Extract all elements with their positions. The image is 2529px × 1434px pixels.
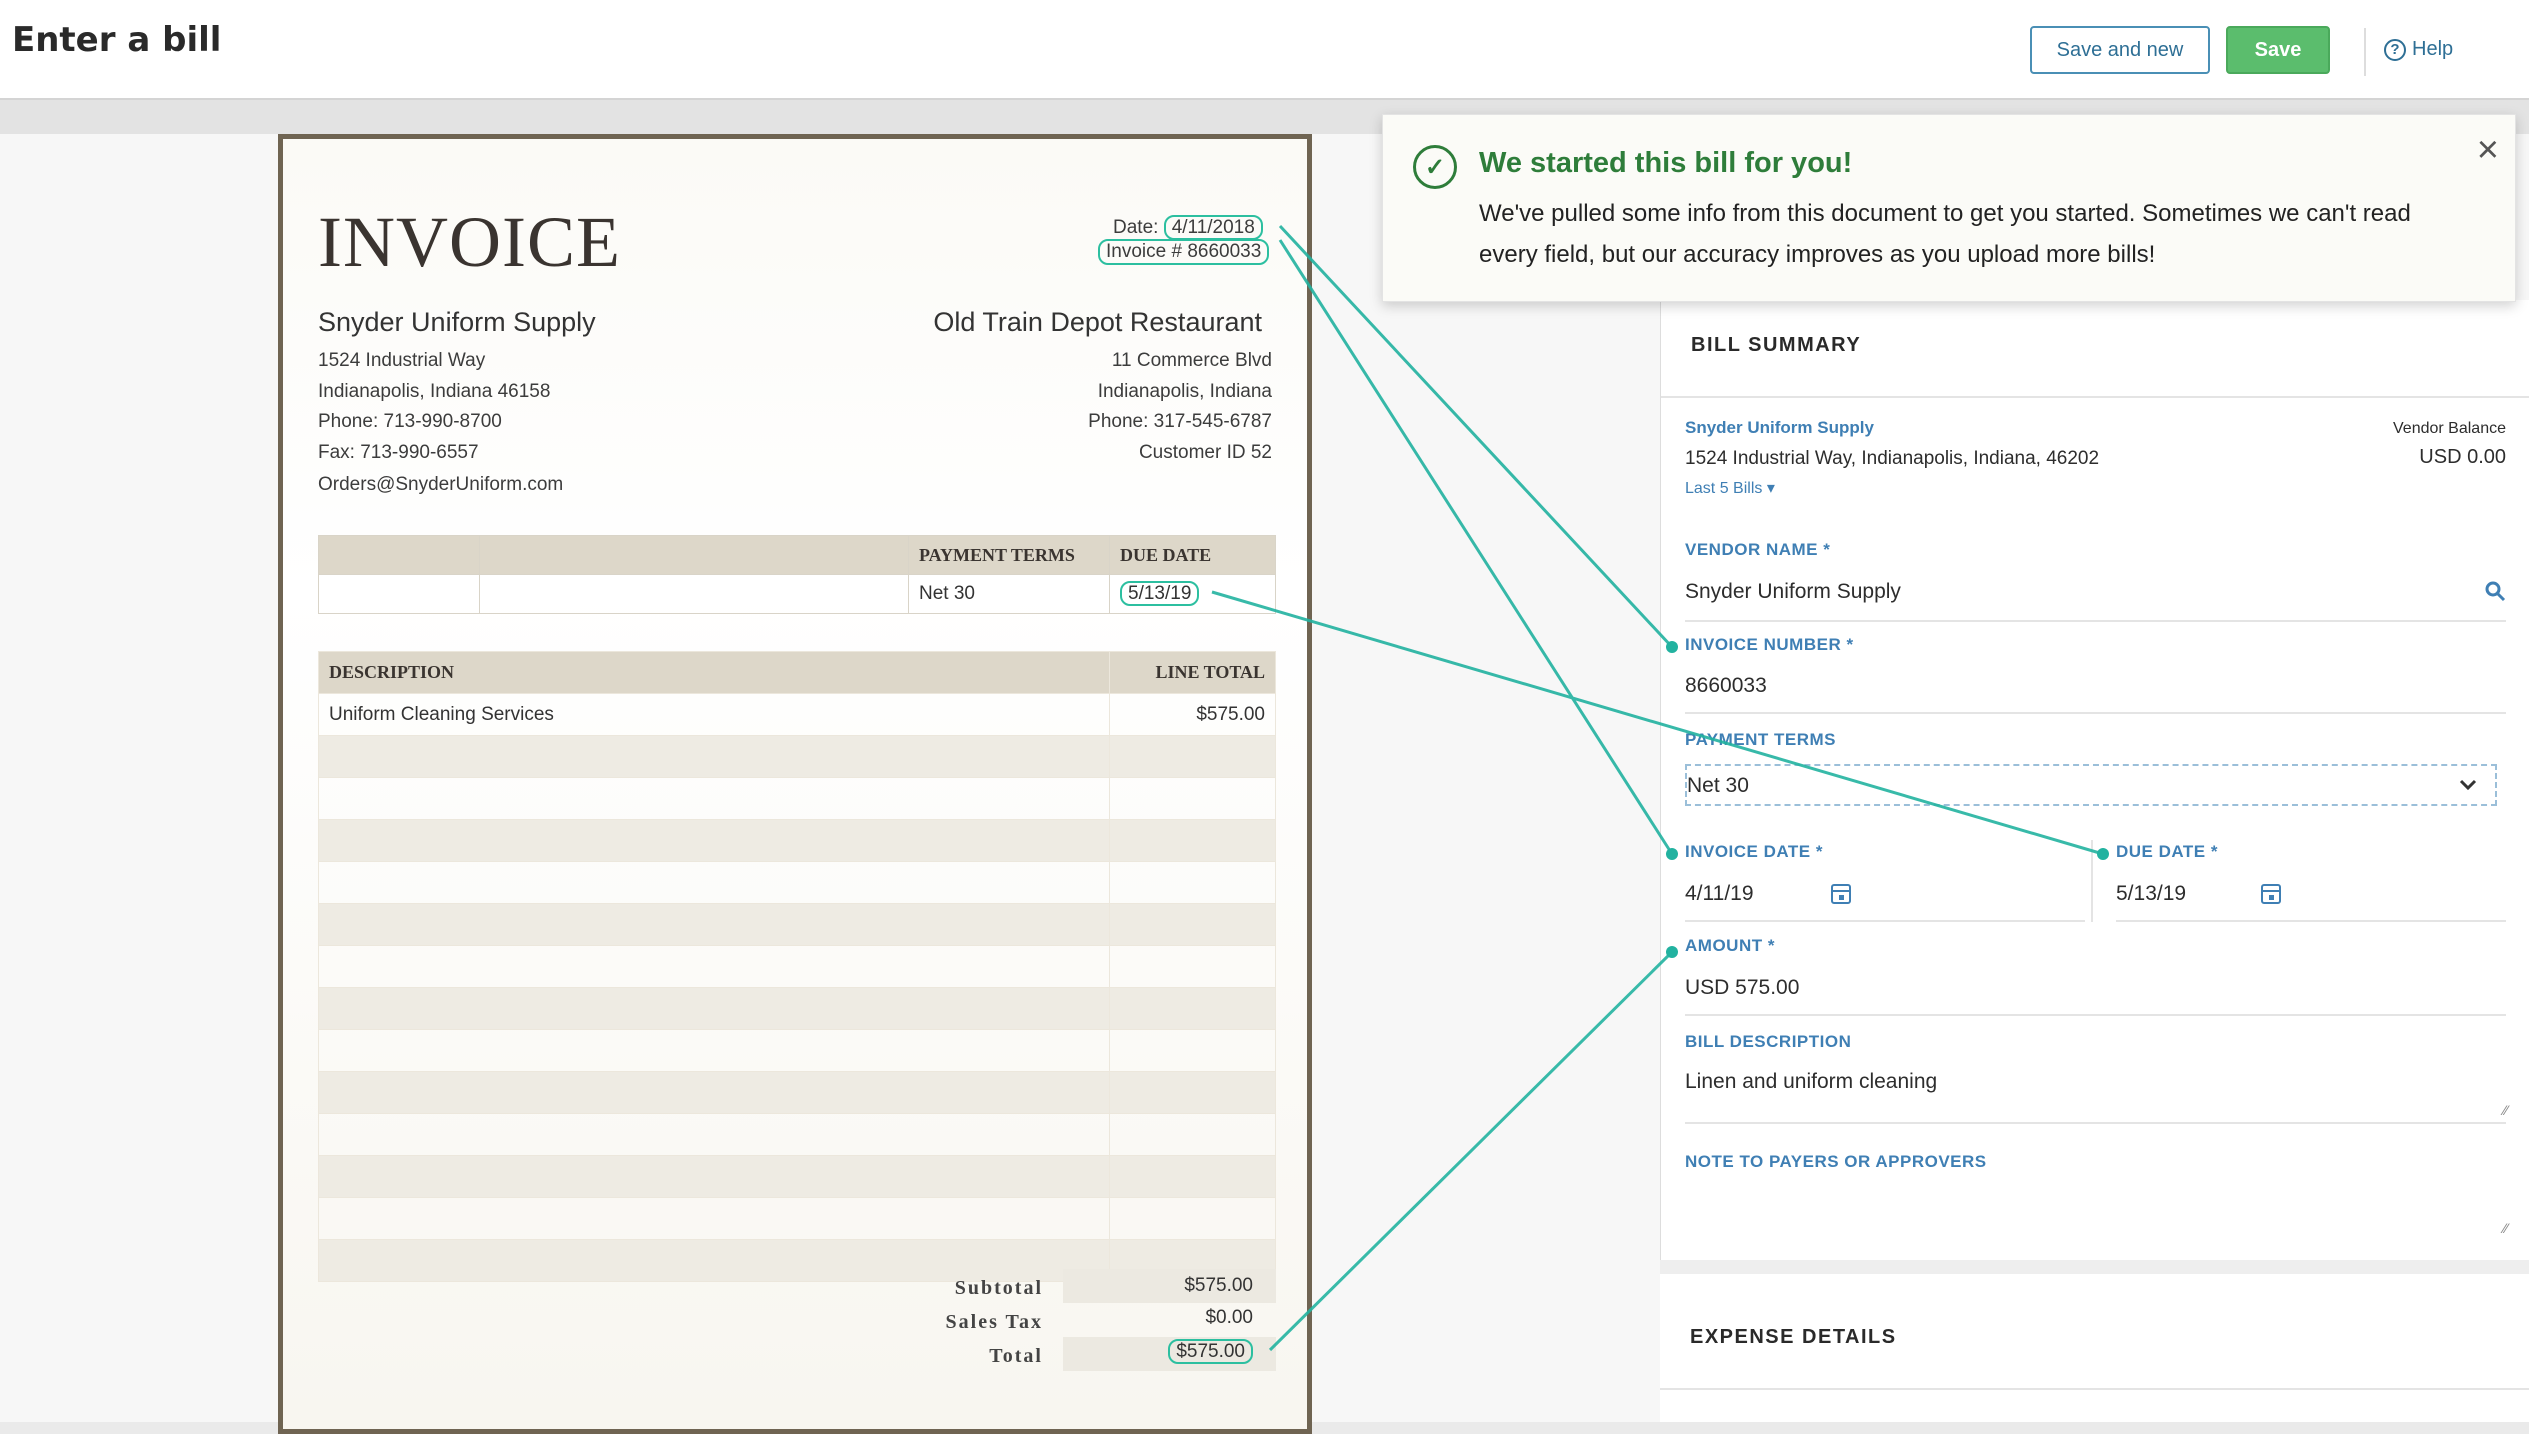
vendor-address: 1524 Industrial Way, Indianapolis, Indiana, 46202 [1685,448,2100,469]
invoice-date-line [1113,217,1263,239]
empty-line-row [319,1156,1276,1198]
due-date-field[interactable]: 5/13/19 [2116,882,2187,905]
invoice-number-label: INVOICE NUMBER * [1685,635,1854,654]
help-icon: ? [2384,39,2406,61]
top-bar [0,0,2529,100]
section-divider [1661,396,2529,398]
invoice-number-value: 8660033 [1187,241,1262,262]
field-underline [1685,712,2506,714]
panel-gap [1660,1260,2529,1274]
vendor-name: Snyder Uniform Supply [318,307,596,337]
last-bills-label: Last 5 Bills [1685,480,1763,497]
caret-down-icon: ▾ [1766,480,1775,497]
resize-handle-icon[interactable]: ⁄⁄ [2503,1102,2508,1118]
empty-line-row [319,1114,1276,1156]
note-label: NOTE TO PAYERS OR APPROVERS [1685,1152,1987,1171]
vendor-balance-value: USD 0.00 [2419,446,2506,468]
vendor-address-1: 1524 Industrial Way [318,350,486,371]
empty-line-row [319,946,1276,988]
payment-terms-header: PAYMENT TERMS [909,536,1110,575]
search-icon[interactable] [2484,580,2506,602]
customer-address-1: 11 Commerce Blvd [1111,350,1272,371]
sales-tax-label: Sales Tax [945,1311,1043,1333]
success-toast [1382,114,2516,302]
field-underline [1685,920,2085,922]
line-description: Uniform Cleaning Services [319,694,1110,736]
due-date-label: DUE DATE * [2116,842,2218,861]
empty-line-row [319,778,1276,820]
payment-terms-value: Net 30 [1687,774,1749,797]
resize-handle-icon[interactable]: ⁄⁄ [2503,1220,2508,1236]
line-total-header: LINE TOTAL [1110,652,1276,694]
total-label: Total [989,1345,1043,1367]
vendor-address-2: Indianapolis, Indiana 46158 [318,381,551,402]
terms-blank-cell [480,575,909,614]
line-total: $575.00 [1110,694,1276,736]
invoice-date-label: Date: [1113,217,1159,238]
sales-tax-value: $0.00 [1205,1307,1253,1328]
invoice-document [278,134,1312,1434]
vendor-fax: Fax: 713-990-6557 [318,442,479,463]
customer-phone: Phone: 317-545-6787 [1088,411,1272,432]
last-bills-link[interactable] [1685,478,1775,498]
page-title: Enter a bill [12,20,222,60]
vendor-email: Orders@SnyderUniform.com [318,474,564,495]
field-underline [1685,620,2506,622]
bill-summary-panel [1660,300,2529,1260]
bill-description-label: BILL DESCRIPTION [1685,1032,1852,1051]
terms-blank-cell [319,536,480,575]
vendor-balance-label: Vendor Balance [2393,420,2506,437]
invoice-date-field[interactable]: 4/11/19 [1685,882,1754,905]
payment-terms-value: Net 30 [909,575,1110,614]
field-underline [1685,1122,2506,1124]
bill-summary-title: BILL SUMMARY [1691,334,1862,356]
field-underline [2116,920,2506,922]
empty-line-row [319,988,1276,1030]
toast-title: We started this bill for you! [1479,147,1853,179]
field-divider [2091,840,2093,922]
vendor-link[interactable]: Snyder Uniform Supply [1685,418,1874,437]
subtotal-value: $575.00 [1184,1275,1253,1296]
vendor-phone: Phone: 713-990-8700 [318,411,502,432]
customer-name: Old Train Depot Restaurant [933,307,1262,337]
calendar-icon[interactable] [1831,884,1851,904]
check-circle-icon: ✓ [1413,145,1457,189]
calendar-icon[interactable] [2261,884,2281,904]
due-date-header: DUE DATE [1110,536,1276,575]
empty-line-row [319,736,1276,778]
invoice-date-label: INVOICE DATE * [1685,842,1823,861]
empty-line-row [319,1198,1276,1240]
help-link[interactable] [2384,38,2453,61]
invoice-number-field[interactable]: 8660033 [1685,674,1767,697]
payment-terms-label: PAYMENT TERMS [1685,730,1837,749]
terms-table [318,535,1276,614]
line-items-table [318,651,1276,1282]
invoice-number-label: Invoice # [1106,241,1183,262]
empty-line-row [319,820,1276,862]
invoice-title: INVOICE [318,202,621,282]
empty-line-row [319,1072,1276,1114]
expense-details-panel [1660,1274,2529,1422]
terms-blank-cell [319,575,480,614]
due-date-value: 5/13/19 [1120,581,1199,606]
payment-terms-select[interactable] [1685,764,2497,806]
expense-details-title: EXPENSE DETAILS [1690,1326,1897,1348]
help-label: Help [2412,38,2454,60]
empty-line-row [319,862,1276,904]
toast-message: We've pulled some info from this document to get you started. Sometimes we can't read every field, but our accuracy improves as you upload more bills! [1479,200,2411,268]
terms-blank-cell [480,536,909,575]
close-icon[interactable]: × [2476,129,2499,171]
section-divider [1660,1388,2529,1390]
vendor-name-field[interactable]: Snyder Uniform Supply [1685,580,1901,603]
subtotal-label: Subtotal [954,1277,1043,1299]
amount-label: AMOUNT * [1685,936,1775,955]
chevron-down-icon [2459,778,2477,792]
customer-address-2: Indianapolis, Indiana [1097,381,1272,402]
total-value: $575.00 [1168,1339,1253,1364]
save-and-new-button[interactable]: Save and new [2030,26,2210,74]
empty-line-row [319,904,1276,946]
toolbar-divider [2364,28,2366,76]
invoice-date-value: 4/11/2018 [1164,215,1263,240]
vendor-name-label: VENDOR NAME * [1685,540,1831,559]
save-button[interactable]: Save [2226,26,2330,74]
invoice-number-line [1098,239,1269,265]
amount-field[interactable]: USD 575.00 [1685,976,1800,999]
empty-line-row [319,1030,1276,1072]
bill-description-field[interactable]: Linen and uniform cleaning [1685,1070,1938,1093]
note-field[interactable] [1685,1184,2506,1236]
description-header: DESCRIPTION [319,652,1110,694]
customer-id: Customer ID 52 [1138,442,1272,463]
field-underline [1685,1014,2506,1016]
